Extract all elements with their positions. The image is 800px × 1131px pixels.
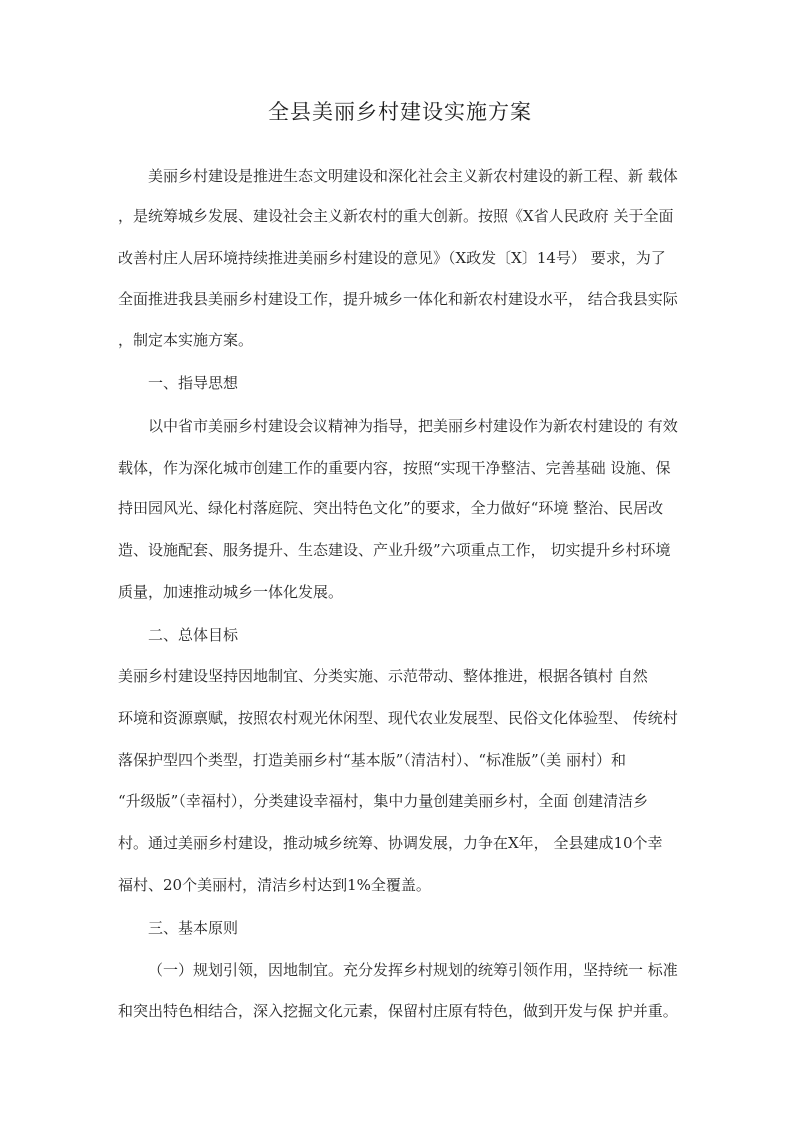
paragraph-line: 改善村庄人居环境持续推进美丽乡村建设的意见》（X政发〔X〕14号） 要求，为了 (118, 249, 666, 267)
paragraph-line: 造、设施配套、服务提升、生态建设、产业升级”六项重点工作， 切实提升乡村环境 (118, 541, 671, 559)
paragraph-line: 环境和资源禀赋，按照农村观光休闲型、现代农业发展型、民俗文化体验型、 传统村 (118, 709, 678, 727)
paragraph-line: 载体，作为深化城市创建工作的重要内容，按照“实现干净整洁、完善基础 设施、保 (118, 459, 671, 477)
section-heading: 二、总体目标 (148, 626, 239, 644)
paragraph-line: 全面推进我县美丽乡村建设工作，提升城乡一体化和新农村建设水平， 结合我县实际 (118, 290, 678, 308)
paragraph-line: 以中省市美丽乡村建设会议精神为指导，把美丽乡村建设作为新农村建设的 有效 (148, 417, 678, 435)
paragraph-line: 落保护型四个类型，打造美丽乡村“基本版”（清洁村）、“标准版”（美 丽村）和 (118, 751, 626, 769)
paragraph-line: （一）规划引领，因地制宜。充分发挥乡村规划的统筹引领作用，坚持统一 标准 (148, 961, 678, 979)
paragraph-line: 美丽乡村建设坚持因地制宜、分类实施、示范带动、整体推进，根据各镇村 自然 (118, 667, 648, 685)
paragraph-line: “升级版”（幸福村），分类建设幸福村，集中力量创建美丽乡村，全面 创建清洁乡 (118, 792, 649, 810)
paragraph-line: 和突出特色相结合，深入挖掘文化元素，保留村庄原有特色，做到开发与保 护并重。 (118, 1002, 678, 1020)
paragraph-line: 美丽乡村建设是推进生态文明建设和深化社会主义新农村建设的新工程、新 载体 (148, 167, 678, 185)
section-heading: 一、指导思想 (148, 374, 239, 392)
document-title: 全县美丽乡村建设实施方案 (268, 100, 532, 124)
paragraph-line: ，制定本实施方案。 (118, 331, 254, 349)
paragraph-line: 质量，加速推动城乡一体化发展。 (118, 583, 344, 601)
paragraph-line: 福村、20个美丽村，清洁乡村达到1%全覆盖。 (118, 876, 431, 894)
paragraph-line: ，是统筹城乡发展、建设社会主义新农村的重大创新。按照《X省人民政府 关于全面 (118, 207, 674, 225)
paragraph-line: 持田园风光、绿化村落庭院、突出特色文化”的要求，全力做好“环境 整治、民居改 (118, 499, 664, 517)
paragraph-line: 村。通过美丽乡村建设，推动城乡统筹、协调发展，力争在X年， 全县建成10个幸 (118, 834, 663, 852)
section-heading: 三、基本原则 (148, 919, 239, 937)
